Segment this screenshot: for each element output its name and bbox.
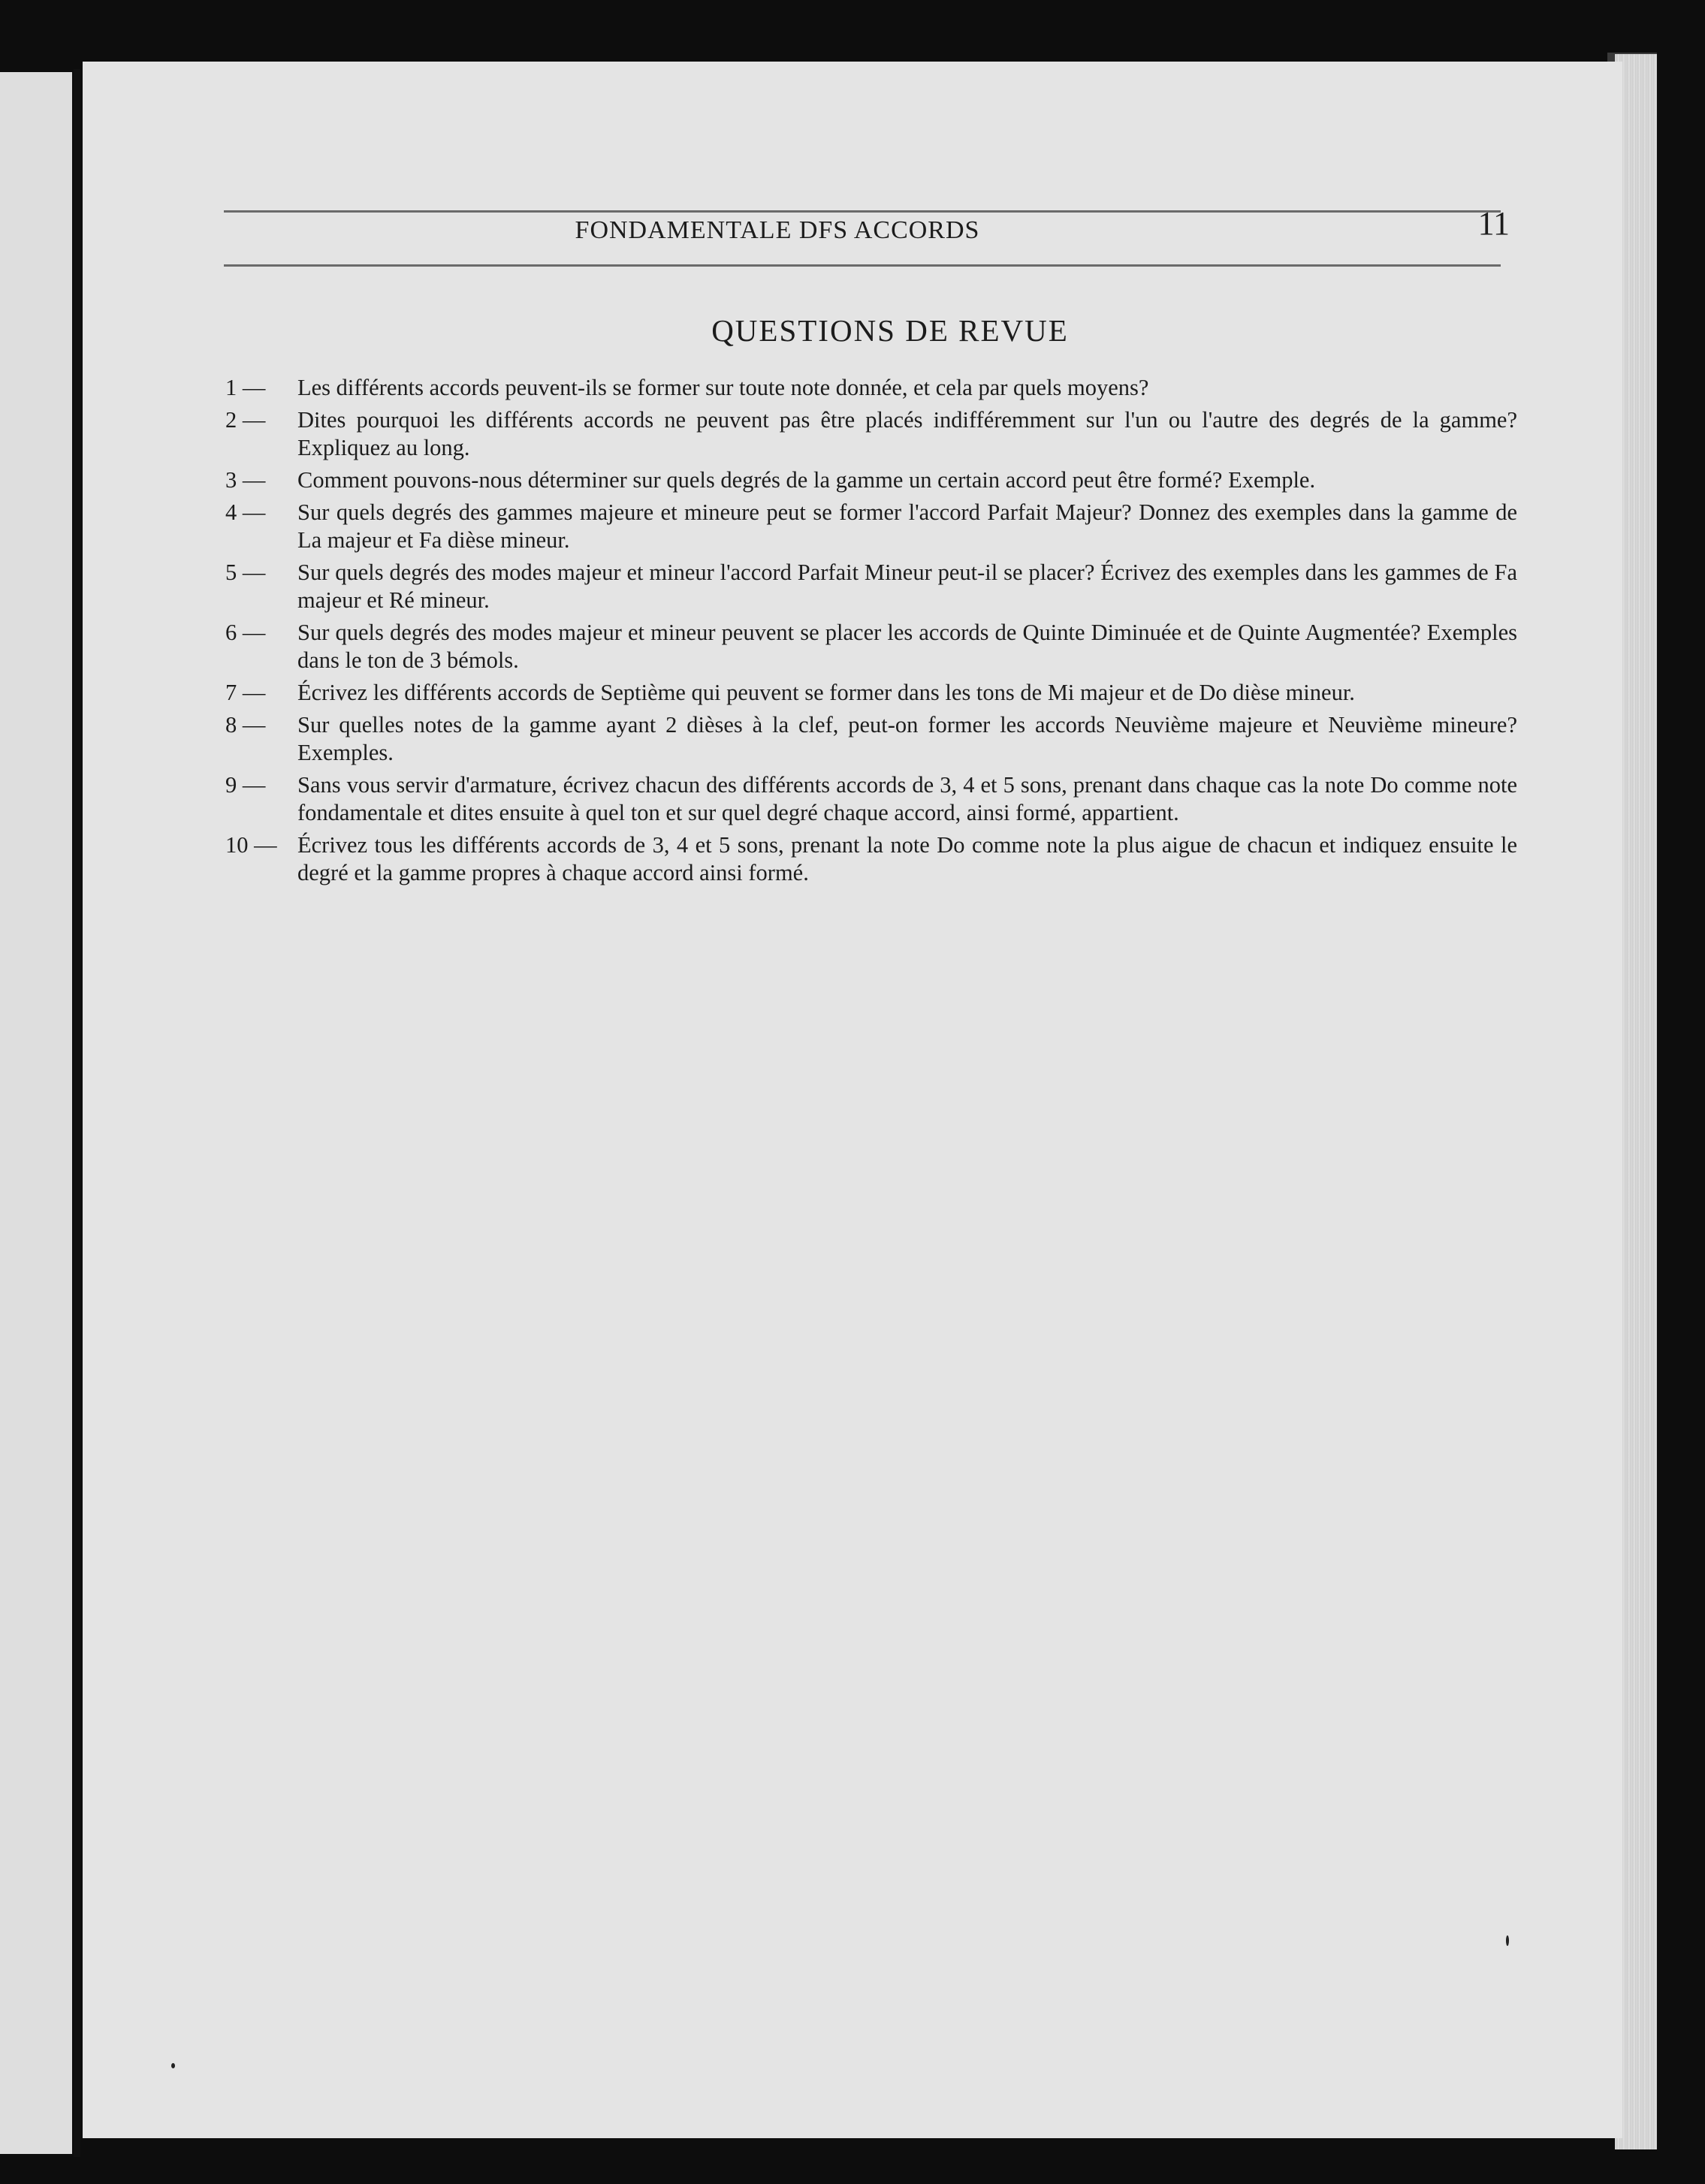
question-text: Dites pourquoi les différents accords ne peuvent pas être placés indifféremment sur l'un ou l'autre des degrés de la gamme? Expliquez au long. [297,407,1517,460]
question-number: 5 — [225,560,266,585]
header-rule-bottom [224,264,1501,267]
question-text: Sur quels degrés des modes majeur et mineur l'accord Parfait Mineur peut-il se placer? Écrivez des exemples dans les gammes de Fa majeur et Ré mineur. [297,560,1517,613]
question-number: 9 — [225,772,266,798]
page-number: 11 [1477,205,1510,242]
question-number: 6 — [225,620,266,645]
question-item [225,831,1517,887]
question-number: 8 — [225,712,266,738]
question-number: 2 — [225,407,266,433]
question-text: Sans vous servir d'armature, écrivez chacun des différents accords de 3, 4 et 5 sons, prenant dans chaque cas la note Do comme note fondamentale et dites ensuite à quel ton et sur quel degré chaque accord, ainsi formé, appartient. [297,772,1517,825]
question-item [225,559,1517,614]
question-text: Comment pouvons-nous déterminer sur quels degrés de la gamme un certain accord peut être formé? Exemple. [297,467,1316,493]
question-number: 3 — [225,467,266,493]
question-item [225,711,1517,767]
question-number: 10 — [225,832,277,858]
question-text: Les différents accords peuvent-ils se former sur toute note donnée, et cela par quels moyens? [297,375,1149,400]
question-item [225,374,1517,402]
question-text: Sur quelles notes de la gamme ayant 2 dièses à la clef, peut-on former les accords Neuvième majeure et Neuvième mineure? Exemples. [297,712,1517,765]
section-heading: QUESTIONS DE REVUE [711,313,1069,348]
previous-page-edge [0,72,72,2154]
question-item [225,771,1517,827]
question-item [225,466,1517,494]
header-rule-top [224,210,1501,213]
question-text: Sur quels degrés des modes majeur et mineur peuvent se placer les accords de Quinte Diminuée et de Quinte Augmentée? Exemples dans le ton de 3 bémols. [297,620,1517,673]
question-item [225,679,1517,707]
scan-speck [1506,1935,1509,1946]
question-number: 4 — [225,499,266,525]
question-number: 1 — [225,375,266,400]
question-item [225,406,1517,462]
question-text: Sur quels degrés des gammes majeure et mineure peut se former l'accord Parfait Majeur? Donnez des exemples dans la gamme de La majeur et Fa dièse mineur. [297,499,1517,553]
question-item [225,619,1517,674]
question-text: Écrivez les différents accords de Septième qui peuvent se former dans les tons de Mi majeur et de Do dièse mineur. [297,680,1355,705]
book-page [83,62,1622,2138]
question-text: Écrivez tous les différents accords de 3, 4 et 5 sons, prenant la note Do comme note la plus aigue de chacun et indiquez ensuite le degré et la gamme propres à chaque accord ainsi formé. [297,832,1517,885]
book-gutter [74,69,80,2157]
questions-list [225,374,1517,891]
question-item [225,499,1517,554]
question-number: 7 — [225,680,266,705]
scan-speck [171,2063,175,2068]
running-head: FONDAMENTALE DFS ACCORDS [575,216,980,244]
